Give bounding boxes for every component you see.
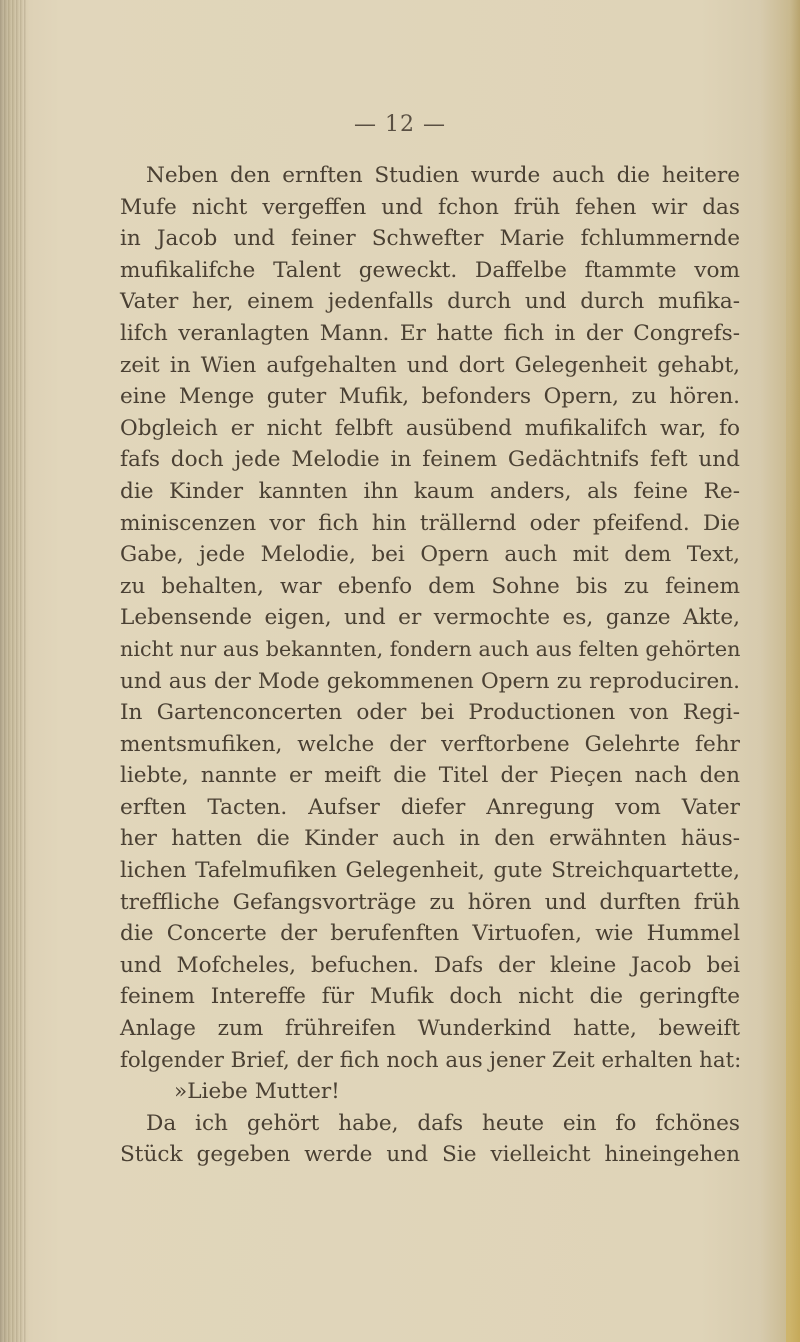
text-line: zeit in Wien aufgehalten und dort Gelegenheit gehabt, (120, 352, 740, 378)
text-line: Anlage zum frühreifen Wunderkind hatte, beweift (120, 1016, 740, 1042)
text-line: Gabe, jede Melodie, bei Opern auch mit dem Text, (120, 542, 740, 568)
letter-salutation: »Liebe Mutter! (174, 1079, 340, 1105)
text-line: miniscenzen vor fich hin trällernd oder pfeifend. Die (120, 510, 740, 536)
text-line: In Gartenconcerten oder bei Productionen von Regi- (120, 700, 740, 726)
text-line: mentsmufiken, welche der verftorbene Gelehrte fehr (120, 731, 740, 757)
text-line: Lebensende eigen, und er vermochte es, ganze Akte, (120, 605, 740, 631)
text-line: die Concerte der berufenften Virtuofen, wie Hummel (120, 921, 740, 947)
letter-line: Stück gegeben werde und Sie vielleicht hineingehen (120, 1142, 740, 1168)
text-line: zu behalten, war ebenfo dem Sohne bis zu feinem (120, 573, 740, 599)
text-line: lifch veranlagten Mann. Er hatte fich in der Congrefs- (120, 320, 740, 346)
page-number: — 12 — (354, 112, 446, 137)
text-line: erften Tacten. Aufser diefer Anregung vom Vater (120, 794, 740, 820)
text-line: feinem Intereffe für Mufik doch nicht die geringfte (120, 984, 740, 1010)
text-line: liebte, nannte er meift die Titel der Pieçen nach den (120, 763, 740, 789)
letter-line: Da ich gehört habe, dafs heute ein fo fchönes (146, 1110, 740, 1136)
text-line: Mufe nicht vergeffen und fchon früh fehen wir das (120, 194, 740, 220)
text-line: die Kinder kannten ihn kaum anders, als feine Re- (120, 478, 740, 504)
body-text (120, 160, 740, 1171)
text-line: lichen Tafelmufiken Gelegenheit, gute Streichquartette, (120, 858, 740, 884)
text-line: nicht nur aus bekannten, fondern auch aus felten gehörten (120, 636, 741, 661)
text-line: und Mofcheles, befuchen. Dafs der kleine Jacob bei (120, 952, 740, 978)
text-line: fafs doch jede Melodie in feinem Gedächtnifs feft und (120, 447, 740, 473)
text-line: her hatten die Kinder auch in den erwähnten häus- (120, 826, 740, 852)
page-edge-stain (786, 0, 800, 1342)
text-line: mufikalifche Talent geweckt. Daffelbe ftammte vom (120, 257, 740, 283)
text-line: eine Menge guter Mufik, befonders Opern, zu hören. (120, 384, 740, 410)
text-line: in Jacob und feiner Schwefter Marie fchlummernde (120, 226, 740, 252)
page-gutter-shadow (0, 0, 26, 1342)
text-line: Obgleich er nicht felbft ausübend mufikalifch war, fo (120, 415, 740, 441)
text-line: Neben den ernften Studien wurde auch die heitere (146, 163, 740, 188)
text-line: folgender Brief, der fich noch aus jener Zeit erhalten hat: (120, 1047, 742, 1073)
text-line: und aus der Mode gekommenen Opern zu reproduciren. (120, 668, 740, 694)
text-line: Vater her, einem jedenfalls durch und durch mufika- (120, 289, 740, 315)
text-line: treffliche Gefangsvorträge zu hören und durften früh (120, 889, 740, 915)
